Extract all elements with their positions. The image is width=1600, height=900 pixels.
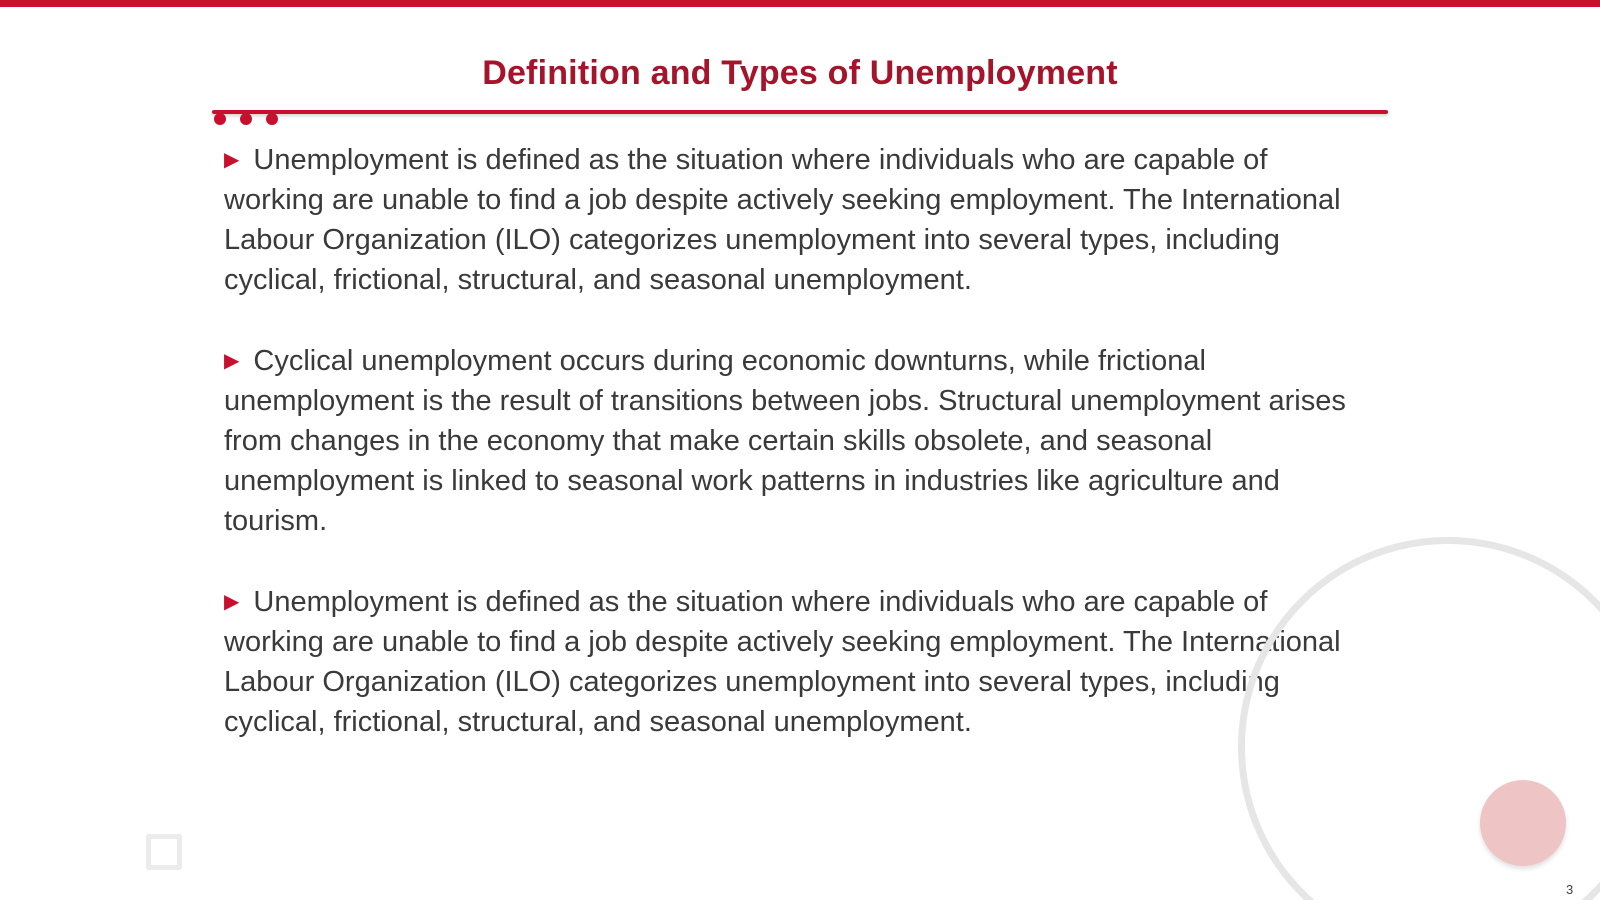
decor-dot (266, 113, 278, 125)
triangle-right-icon: ▶ (224, 350, 240, 372)
bullet-item (224, 582, 1354, 742)
decor-dot (240, 113, 252, 125)
title-underline (212, 110, 1388, 114)
bullet-list (224, 140, 1354, 783)
triangle-right-icon: ▶ (224, 591, 240, 613)
bullet-item (224, 341, 1354, 541)
page-number: 3 (1566, 882, 1574, 897)
top-accent-bar (0, 0, 1600, 7)
slide-title: Definition and Types of Unemployment (482, 54, 1118, 92)
decor-pink-circle (1480, 780, 1566, 866)
triangle-right-icon: ▶ (224, 149, 240, 171)
bullet-text: Unemployment is defined as the situation where individuals who are capable of working are unable to find a job despite actively seeking employment. The International Labour Organization (ILO) categorizes unemployment into several types, including cyclical, frictional, structural, and seasonal unemployment. (224, 144, 1341, 296)
bullet-text: Cyclical unemployment occurs during economic downturns, while frictional unemployment is the result of transitions between jobs. Structural unemployment arises from changes in the economy that make certain skills obsolete, and seasonal unemployment is linked to seasonal work patterns in industries like agriculture and tourism. (224, 345, 1346, 537)
bullet-text: Unemployment is defined as the situation where individuals who are capable of working are unable to find a job despite actively seeking employment. The International Labour Organization (ILO) categorizes unemployment into several types, including cyclical, frictional, structural, and seasonal unemployment. (224, 586, 1341, 738)
decor-dot (214, 113, 226, 125)
bullet-item (224, 140, 1354, 300)
decor-square (146, 834, 182, 870)
